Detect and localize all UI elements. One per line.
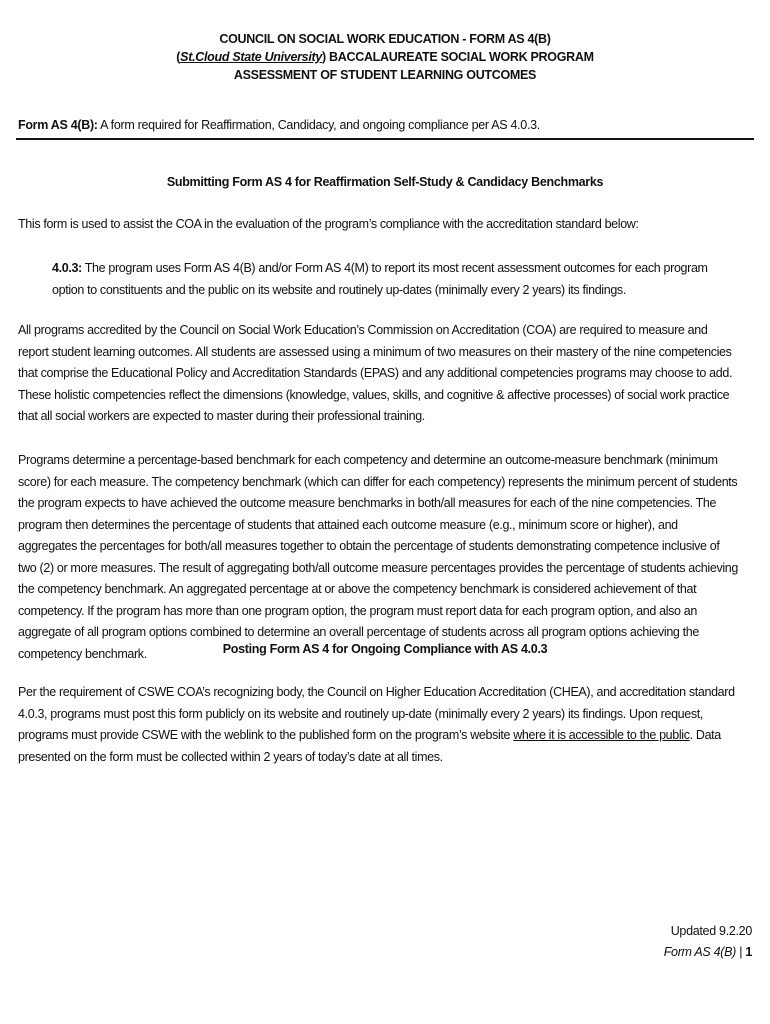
- posting-text-end: . Data presented on the form must be collected within 2 years of today’s date at all times.: [18, 728, 721, 764]
- header-title: COUNCIL ON SOCIAL WORK EDUCATION - FORM AS 4(B): [219, 32, 551, 46]
- footer-separator: |: [736, 945, 746, 959]
- posting-paragraph: [18, 682, 738, 768]
- standard-label: 4.0.3:: [52, 261, 82, 275]
- header-program: [0, 48, 770, 66]
- section-heading-posting: Posting Form AS 4 for Ongoing Compliance with AS 4.0.3: [222, 642, 548, 656]
- form-text: A form required for Reaffirmation, Candidacy, and ongoing compliance per AS 4.0.3.: [97, 118, 540, 132]
- public-access-underlined: where it is accessible to the public: [513, 728, 690, 742]
- accreditation-paragraph: All programs accredited by the Council on Social Work Education’s Commission on Accreditation (COA) are required to measure and report student learning outcomes. All students are assessed using a minimum of two measures on their mastery of the nine competencies that comprise the Educational Policy and Accreditation Standards (EPAS) and any additional competencies programs may choose to add. These holistic competencies reflect the dimensions (knowledge, values, skills, and cognitive & affective processes) of social work practice that all social workers are expected to master during their professional training.: [18, 323, 733, 423]
- divider-rule: [16, 138, 754, 140]
- header-paren-open: (: [176, 50, 181, 64]
- section-heading-submitting: Submitting Form AS 4 for Reaffirmation Self-Study & Candidacy Benchmarks: [166, 175, 604, 189]
- university-name: St.Cloud State University: [180, 50, 323, 64]
- benchmark-paragraph: Programs determine a percentage-based benchmark for each competency and determine an outcome-measure benchmark (minimum score) for each measure. The competency benchmark (which can differ for each competency) represents the minimum percent of students the program expects to have achieved the outcome measure benchmarks in both/all measures for each of the nine competencies. The program then determines the percentage of students that attained each outcome measure (e.g., minimum score or higher), and aggregates the percentages for both/all measures together to obtain the percentage of students demonstrating competence inclusive of two (2) or more measures. The result of aggregating both/all outcome measure percentages provides the percentage of students achieving the competency benchmark. An aggregated percentage at or above the competency benchmark is considered achievement of that competency. If the program has more than one program option, the program must report data for each program option, and also an aggregate of all program options combined to determine an overall percentage of students across all program options achieving the competency benchmark.: [18, 453, 738, 661]
- page-number: 1: [745, 945, 752, 959]
- updated-date: Updated 9.2.20: [670, 924, 752, 938]
- posting-text-start: Per the requirement of CSWE COA’s recognizing body, the Council on Higher Education Accreditation (CHEA), and accreditation standard 4.0.3, programs must post this form publicly on its website and routinely up-date (minimally every 2 years) its findings. Upon request, programs must provide CSWE with the weblink to the published form on the program’s website: [18, 685, 735, 742]
- page-footer: [664, 945, 752, 959]
- form-description: [18, 118, 758, 132]
- standard-paragraph: [52, 258, 742, 301]
- header-subtitle: ASSESSMENT OF STUDENT LEARNING OUTCOMES: [233, 68, 537, 82]
- document-header: [0, 30, 770, 84]
- header-program-name: ) BACCALAUREATE SOCIAL WORK PROGRAM: [322, 50, 594, 64]
- intro-paragraph: This form is used to assist the COA in the evaluation of the program’s compliance with the accreditation standard below:: [18, 217, 639, 231]
- standard-text: The program uses Form AS 4(B) and/or Form AS 4(M) to report its most recent assessment outcomes for each program option to constituents and the public on its website and routinely up-dates (minimally every 2 years) its findings.: [52, 261, 708, 297]
- form-label: Form AS 4(B):: [18, 118, 98, 132]
- footer-form-name: Form AS 4(B): [663, 945, 737, 959]
